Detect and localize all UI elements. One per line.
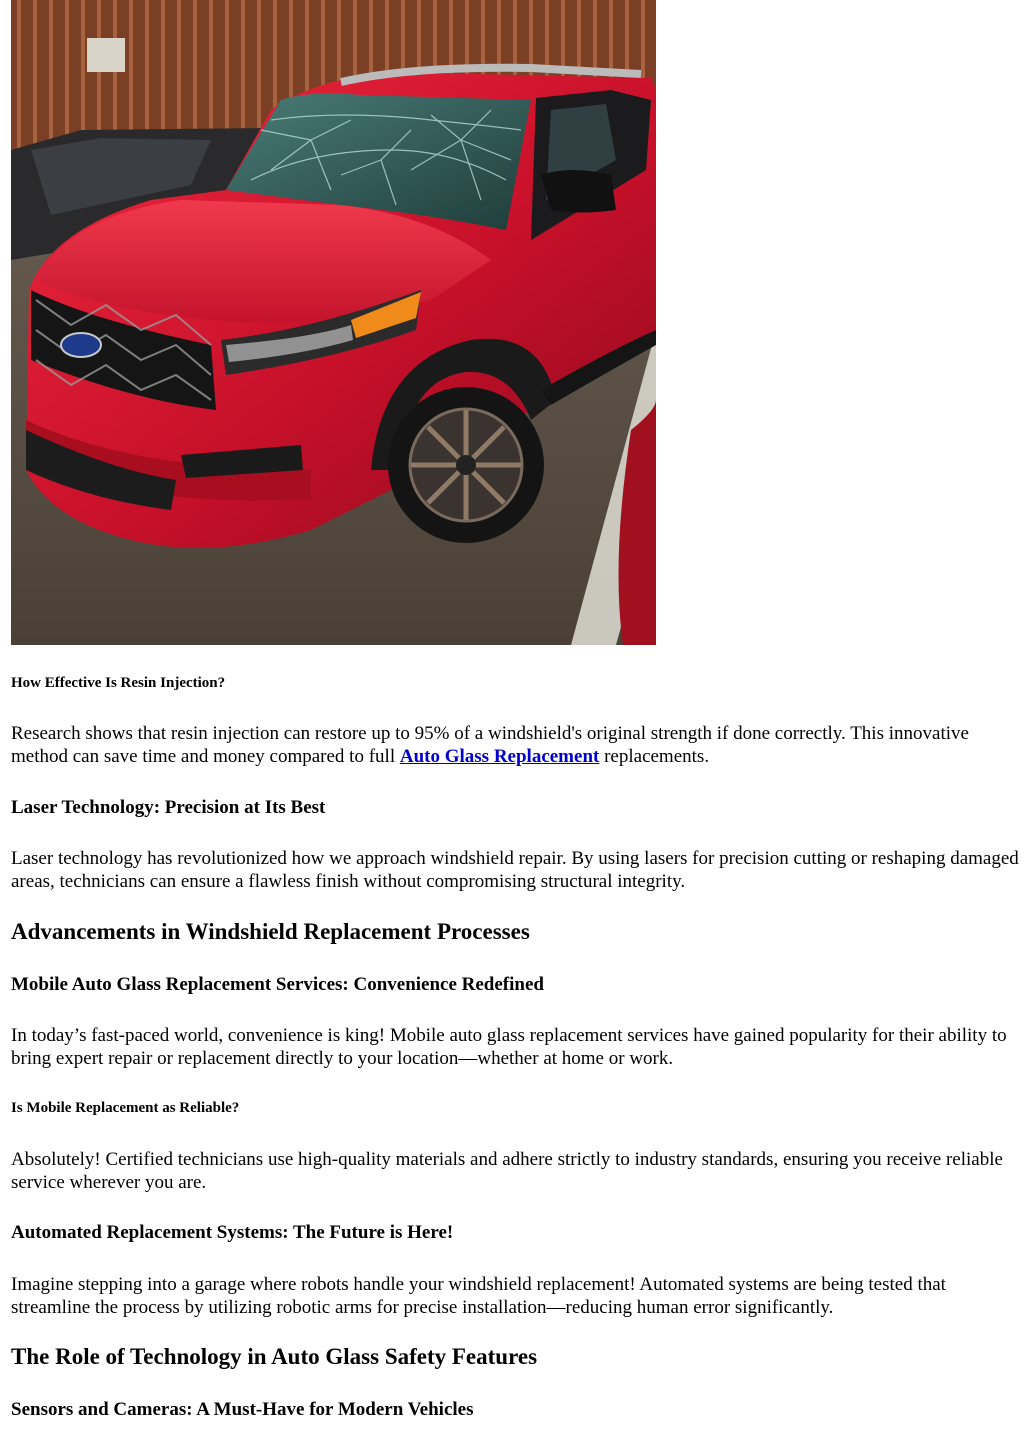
heading-mobile-reliable: Is Mobile Replacement as Reliable? — [11, 1100, 240, 1116]
resin-text-before: Research shows that resin injection can restore up to 95% of a windshield's original strength if done correctly. This innovative method can save time and money compared to full — [11, 723, 969, 767]
heading-advancements: Advancements in Windshield Replacement Processes — [11, 919, 530, 944]
article — [11, 0, 1019, 1420]
heading-mobile-services: Mobile Auto Glass Replacement Services: Convenience Redefined — [11, 974, 544, 995]
paragraph-mobile-services: In today’s fast-paced world, convenience is king! Mobile auto glass replacement services have gained popularity for their ability to bring expert repair or replacement directly to your location—whether at home or work. — [11, 1025, 1007, 1069]
paragraph-automated-systems: Imagine stepping into a garage where robots handle your windshield replacement! Automated systems are being tested that streamline the process by utilizing robotic arms for precise installation—reducing human error significantly. — [11, 1274, 946, 1318]
heading-technology-safety: The Role of Technology in Auto Glass Safety Features — [11, 1344, 538, 1369]
auto-glass-replacement-link[interactable]: Auto Glass Replacement — [399, 746, 600, 767]
paragraph-mobile-reliable: Absolutely! Certified technicians use high-quality materials and adhere strictly to industry standards, ensuring you receive reliable service wherever you are. — [11, 1149, 1003, 1193]
heading-automated-systems: Automated Replacement Systems: The Future is Here! — [11, 1222, 454, 1243]
heading-resin-injection: How Effective Is Resin Injection? — [11, 675, 226, 691]
resin-text-after: replacements. — [599, 746, 710, 767]
heading-sensors-cameras: Sensors and Cameras: A Must-Have for Modern Vehicles — [11, 1399, 474, 1420]
fence-sign — [87, 38, 125, 72]
ford-logo — [61, 333, 101, 357]
paragraph-laser-technology: Laser technology has revolutionized how we approach windshield repair. By using lasers for precision cutting or reshaping damaged areas, technicians can ensure a flawless finish without compromising structural integrity. — [11, 848, 1019, 892]
heading-laser-technology: Laser Technology: Precision at Its Best — [11, 797, 326, 818]
hero-car-image — [11, 0, 656, 645]
paragraph-resin-injection — [11, 722, 1019, 768]
